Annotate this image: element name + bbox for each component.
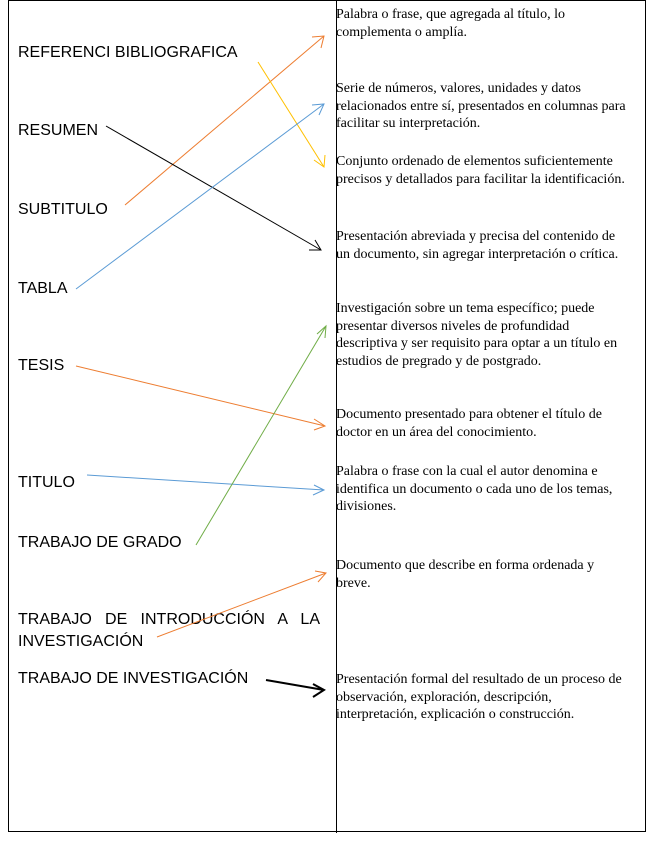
term-titulo: TITULO: [18, 474, 75, 491]
definition-1: Palabra o frase, que agregada al título, lo complementa o amplía.: [336, 7, 565, 40]
term-tabla: TABLA: [18, 280, 68, 297]
definition-4: Presentación abreviada y precisa del contenido de un documento, sin agregar interpretación o crítica.: [336, 229, 619, 262]
term-trabajo-introduccion-investigacion: TRABAJO DE INTRODUCCIÓN A LA INVESTIGACIÓN: [18, 611, 320, 650]
arrow-referencia-bibliografica: [258, 62, 325, 167]
arrow-trabajo-introduccion: [157, 571, 326, 637]
definition-2: Serie de números, valores, unidades y datos relacionados entre sí, presentados en columnas para facilitar su interpretación.: [336, 81, 626, 131]
definition-7: Palabra o frase con la cual el autor denomina e identifica un documento o cada uno de los temas, divisiones.: [336, 464, 613, 514]
arrow-resumen: [106, 126, 321, 250]
arrow-tesis: [76, 366, 325, 430]
arrow-trabajo-de-investigacion: [266, 680, 324, 697]
definition-5: Investigación sobre un tema específico; puede presentar diversos niveles de profundidad descriptiva y ser requisito para optar a un título en estudios de pregrado y de postgrado.: [336, 301, 618, 369]
definition-3: Conjunto ordenado de elementos suficientemente precisos y detallados para facilitar la identificación.: [336, 154, 625, 187]
definition-6: Documento presentado para obtener el título de doctor en un área del conocimiento.: [336, 407, 602, 440]
definition-8: Documento que describe en forma ordenada y breve.: [336, 558, 595, 591]
term-referencia-bibliografica: REFERENCI BIBLIOGRAFICA: [18, 44, 238, 61]
arrow-subtitulo: [125, 36, 324, 205]
term-trabajo-de-grado: TRABAJO DE GRADO: [18, 534, 182, 551]
term-tesis: TESIS: [18, 357, 65, 374]
term-trabajo-de-investigacion: TRABAJO DE INVESTIGACIÓN: [18, 670, 249, 687]
term-resumen: RESUMEN: [18, 122, 99, 139]
arrow-tabla: [76, 104, 324, 289]
term-subtitulo: SUBTITULO: [18, 201, 108, 218]
definition-9: Presentación formal del resultado de un proceso de observación, exploración, descripción, interpretación, explicación o construcción.: [336, 672, 622, 722]
arrow-titulo: [87, 475, 324, 495]
arrow-trabajo-de-grado: [196, 326, 326, 545]
